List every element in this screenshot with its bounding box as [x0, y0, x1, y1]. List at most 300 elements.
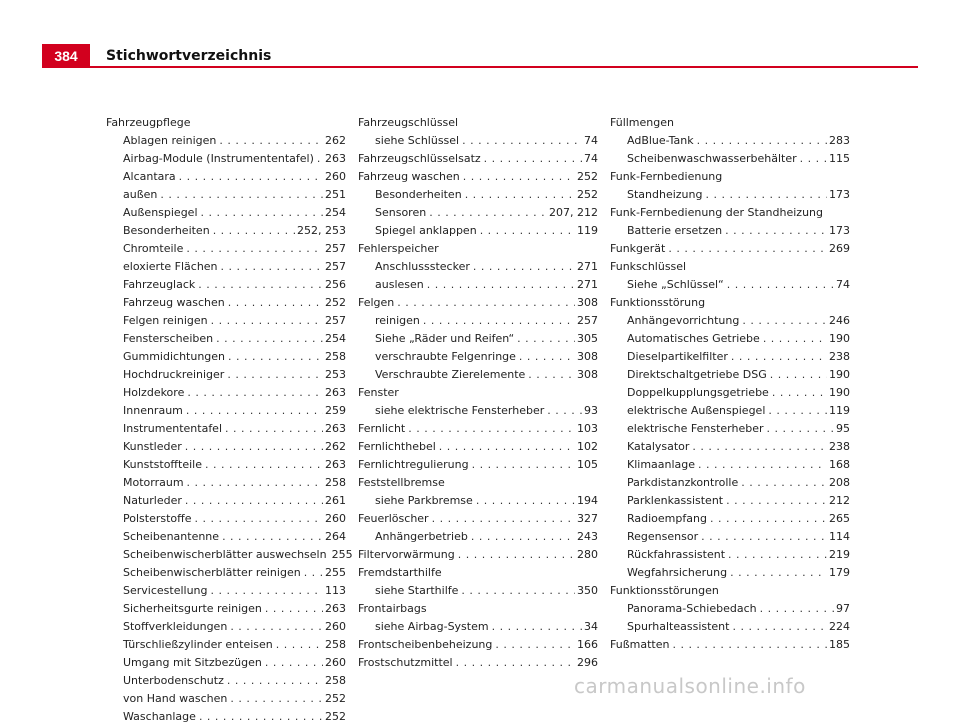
entry-page: 252: [577, 170, 598, 183]
entry-term: Besonderheiten: [375, 188, 462, 201]
leader-dots: [458, 546, 575, 564]
leader-dots: [265, 654, 323, 672]
entry-term: Anhängevorrichtung: [627, 314, 740, 327]
index-subentry: [610, 456, 850, 474]
index-subentry: [106, 222, 346, 240]
entry-term: Siehe „Schlüssel“: [627, 278, 724, 291]
entry-page: 283: [829, 134, 850, 147]
entry-term: verschraubte Felgenringe: [375, 350, 516, 363]
entry-term: Felgen reinigen: [123, 314, 208, 327]
entry-page: 190: [829, 368, 850, 381]
index-subentry: [106, 618, 346, 636]
index-subentry: [106, 420, 346, 438]
entry-term: Gummidichtungen: [123, 350, 226, 363]
entry-term: Verschraubte Zierelemente: [375, 368, 526, 381]
leader-dots: [495, 636, 575, 654]
entry-term: Umgang mit Sitzbezügen: [123, 656, 262, 669]
leader-dots: [265, 600, 323, 618]
entry-page: 259: [325, 404, 346, 417]
entry-page: 263: [325, 422, 346, 435]
index-subentry: [106, 474, 346, 492]
leader-dots: [230, 618, 323, 636]
entry-page: 263: [325, 458, 346, 471]
entry-page: 262: [325, 134, 346, 147]
index-subentry: [106, 348, 346, 366]
entry-page: 251: [325, 188, 346, 201]
entry-term: Frontscheibenbeheizung: [358, 638, 493, 651]
leader-dots: [800, 150, 827, 168]
entry-term: Fenster: [358, 386, 399, 399]
entry-term: Fensterscheiben: [123, 332, 214, 345]
entry-term: elektrische Fensterheber: [627, 422, 764, 435]
index-subentry: [610, 546, 850, 564]
leader-dots: [213, 222, 295, 240]
index-subentry: [106, 258, 346, 276]
leader-dots: [456, 654, 575, 672]
header-divider: [42, 66, 918, 68]
leader-dots: [517, 330, 575, 348]
entry-page: 263: [325, 602, 346, 615]
entry-page: 166: [577, 638, 598, 651]
index-subentry: [358, 186, 598, 204]
entry-term: Funktionsstörungen: [610, 584, 719, 597]
entry-page: 280: [577, 548, 598, 561]
entry-term: Katalysator: [627, 440, 690, 453]
leader-dots: [222, 528, 323, 546]
index-entry: [610, 582, 850, 600]
entry-term: Anhängerbetrieb: [375, 530, 468, 543]
index-subentry: [106, 456, 346, 474]
index-subentry: [610, 510, 850, 528]
entry-term: siehe Parkbremse: [375, 494, 473, 507]
leader-dots: [225, 420, 323, 438]
index-subentry: [106, 294, 346, 312]
entry-term: Spurhalteassistent: [627, 620, 730, 633]
index-subentry: [610, 564, 850, 582]
entry-term: siehe Starthilfe: [375, 584, 459, 597]
entry-page: 74: [584, 134, 598, 147]
index-entry: [358, 600, 598, 618]
entry-page: 350: [577, 584, 598, 597]
leader-dots: [728, 546, 827, 564]
entry-term: Funktionsstörung: [610, 296, 706, 309]
entry-term: Fehlerspeicher: [358, 242, 439, 255]
entry-term: Frostschutzmittel: [358, 656, 453, 669]
entry-term: Feuerlöscher: [358, 512, 429, 525]
index-subentry: [610, 276, 850, 294]
entry-term: Funkschlüssel: [610, 260, 687, 273]
index-entry: [358, 438, 598, 456]
index-subentry: [358, 132, 598, 150]
entry-page: 305: [577, 332, 598, 345]
index-subentry: [610, 474, 850, 492]
index-subentry: [106, 330, 346, 348]
entry-page: 269: [829, 242, 850, 255]
watermark: carmanualsonline.info: [574, 674, 806, 698]
leader-dots: [205, 456, 323, 474]
entry-term: Fahrzeug waschen: [123, 296, 225, 309]
entry-term: Unterbodenschutz: [123, 674, 224, 687]
entry-page: 258: [325, 638, 346, 651]
entry-term: Instrumententafel: [123, 422, 223, 435]
entry-page: 252: [325, 296, 346, 309]
entry-term: elektrische Außenspiegel: [627, 404, 766, 417]
index-subentry: [106, 582, 346, 600]
leader-dots: [186, 402, 323, 420]
entry-term: Hochdruckreiniger: [123, 368, 225, 381]
entry-term: Kunstleder: [123, 440, 182, 453]
leader-dots: [187, 474, 323, 492]
entry-term: Polsterstoffe: [123, 512, 192, 525]
index-subentry: [358, 582, 598, 600]
entry-page: 260: [325, 656, 346, 669]
entry-term: Airbag-Module (Instrumententafel): [123, 152, 314, 165]
entry-page: 97: [836, 602, 850, 615]
leader-dots: [219, 132, 323, 150]
entry-term: AdBlue-Tank: [627, 134, 694, 147]
index-entry: [358, 150, 598, 168]
index-entry: [358, 510, 598, 528]
index-subentry: [358, 258, 598, 276]
leader-dots: [194, 510, 323, 528]
index-entry: [358, 636, 598, 654]
leader-dots: [228, 348, 323, 366]
index-subentry: [358, 348, 598, 366]
entry-page: 261: [325, 494, 346, 507]
entry-term: Wegfahrsicherung: [627, 566, 728, 579]
leader-dots: [462, 132, 582, 150]
leader-dots: [187, 384, 323, 402]
leader-dots: [227, 672, 323, 690]
leader-dots: [732, 618, 827, 636]
leader-dots: [397, 294, 575, 312]
index-entry: [610, 294, 850, 312]
entry-page: 238: [829, 440, 850, 453]
index-subentry: [106, 132, 346, 150]
leader-dots: [770, 366, 827, 384]
index-entry: [358, 654, 598, 672]
index-subentry: [610, 330, 850, 348]
entry-term: Waschanlage: [123, 710, 196, 723]
entry-term: Scheibenwaschwasserbehälter: [627, 152, 797, 165]
entry-page: 257: [325, 314, 346, 327]
entry-page: 173: [829, 188, 850, 201]
leader-dots: [698, 456, 827, 474]
entry-page: 254: [325, 332, 346, 345]
index-entry: [610, 258, 850, 276]
leader-dots: [727, 276, 834, 294]
index-subentry: [106, 366, 346, 384]
leader-dots: [461, 582, 575, 600]
index-entry: [358, 114, 598, 132]
index-subentry: [610, 150, 850, 168]
index-entry: [610, 636, 850, 654]
index-subentry: [106, 276, 346, 294]
leader-dots: [668, 240, 827, 258]
leader-dots: [547, 402, 582, 420]
index-subentry: [358, 366, 598, 384]
index-subentry: [106, 600, 346, 618]
entry-page: 255: [325, 566, 346, 579]
index-subentry: [610, 348, 850, 366]
leader-dots: [408, 420, 575, 438]
entry-term: Fernlicht: [358, 422, 406, 435]
entry-page: 190: [829, 386, 850, 399]
entry-term: Kunststoffteile: [123, 458, 202, 471]
index-entry: [358, 420, 598, 438]
entry-term: Direktschaltgetriebe DSG: [627, 368, 767, 381]
entry-term: Besonderheiten: [123, 224, 210, 237]
entry-page: 219: [829, 548, 850, 561]
entry-page: 212: [829, 494, 850, 507]
entry-term: Fremdstarthilfe: [358, 566, 442, 579]
index-subentry: [106, 402, 346, 420]
entry-page: 74: [836, 278, 850, 291]
entry-term: Sicherheitsgurte reinigen: [123, 602, 262, 615]
index-subentry: [610, 402, 850, 420]
entry-term: Frontairbags: [358, 602, 427, 615]
entry-page: 255: [331, 548, 353, 561]
leader-dots: [423, 312, 575, 330]
leader-dots: [186, 240, 323, 258]
entry-page: 173: [829, 224, 850, 237]
index-column-3: [610, 114, 850, 654]
entry-page: 256: [325, 278, 346, 291]
entry-term: Fahrzeugschlüssel: [358, 116, 459, 129]
leader-dots: [768, 402, 827, 420]
entry-term: Anschlussstecker: [375, 260, 470, 273]
leader-dots: [429, 204, 547, 222]
entry-page: 238: [829, 350, 850, 363]
entry-page: 224: [829, 620, 850, 633]
leader-dots: [772, 384, 827, 402]
leader-dots: [472, 456, 575, 474]
entry-page: 308: [577, 350, 598, 363]
entry-page: 95: [836, 422, 850, 435]
leader-dots: [706, 186, 828, 204]
entry-page: 257: [577, 314, 598, 327]
index-subentry: [106, 438, 346, 456]
index-subentry: [106, 240, 346, 258]
entry-page: 74: [584, 152, 598, 165]
entry-term: Feststellbremse: [358, 476, 445, 489]
entry-term: auslesen: [375, 278, 424, 291]
leader-dots: [731, 348, 827, 366]
leader-dots: [767, 420, 835, 438]
leader-dots: [199, 708, 323, 726]
entry-page: 260: [325, 170, 346, 183]
leader-dots: [480, 222, 575, 240]
index-entry: [610, 240, 850, 258]
entry-page: 34: [584, 620, 598, 633]
index-subentry: [106, 150, 346, 168]
leader-dots: [276, 636, 323, 654]
leader-dots: [710, 510, 827, 528]
index-subentry: [106, 492, 346, 510]
leader-dots: [221, 258, 323, 276]
page-number: 384: [42, 44, 90, 68]
leader-dots: [476, 492, 575, 510]
leader-dots: [473, 258, 575, 276]
leader-dots: [730, 564, 827, 582]
entry-term: Scheibenantenne: [123, 530, 220, 543]
entry-term: Chromteile: [123, 242, 184, 255]
index-entry: [358, 294, 598, 312]
entry-page: 260: [325, 512, 346, 525]
leader-dots: [692, 438, 827, 456]
entry-term: siehe elektrische Fensterheber: [375, 404, 545, 417]
entry-page: 254: [325, 206, 346, 219]
entry-page: 263: [325, 386, 346, 399]
entry-term: Scheibenwischerblätter reinigen: [123, 566, 301, 579]
leader-dots: [484, 150, 582, 168]
index-subentry: [106, 168, 346, 186]
entry-term: Spiegel anklappen: [375, 224, 477, 237]
index-entry: [610, 168, 850, 186]
entry-term: Sensoren: [375, 206, 427, 219]
index-subentry: [358, 528, 598, 546]
index-subentry: [610, 366, 850, 384]
entry-page: 257: [325, 242, 346, 255]
entry-term: Fahrzeugschlüsselsatz: [358, 152, 481, 165]
entry-term: Funk-Fernbedienung: [610, 170, 723, 183]
leader-dots: [672, 636, 827, 654]
index-subentry: [610, 132, 850, 150]
leader-dots: [763, 330, 827, 348]
index-subentry: [106, 510, 346, 528]
entry-term: Klimaanlage: [627, 458, 696, 471]
entry-term: Ablagen reinigen: [123, 134, 217, 147]
index-subentry: [106, 690, 346, 708]
entry-page: 260: [325, 620, 346, 633]
entry-term: Felgen: [358, 296, 395, 309]
entry-term: Türschließzylinder enteisen: [123, 638, 273, 651]
entry-term: siehe Schlüssel: [375, 134, 460, 147]
index-subentry: [610, 384, 850, 402]
entry-page: 252: [325, 710, 346, 723]
entry-term: Fahrzeugpflege: [106, 116, 191, 129]
index-subentry: [358, 276, 598, 294]
entry-term: Parkdistanzkontrolle: [627, 476, 739, 489]
entry-term: Rückfahrassistent: [627, 548, 726, 561]
entry-page: 327: [577, 512, 598, 525]
leader-dots: [211, 312, 323, 330]
entry-page: 253: [325, 368, 346, 381]
index-subentry: [610, 312, 850, 330]
entry-term: Panorama-Schiebedach: [627, 602, 757, 615]
leader-dots: [742, 312, 827, 330]
entry-term: Servicestellung: [123, 584, 208, 597]
index-entry: [610, 114, 850, 132]
entry-page: 119: [829, 404, 850, 417]
index-subentry: [610, 186, 850, 204]
index-entry: [358, 546, 598, 564]
page-title: Stichwortverzeichnis: [106, 48, 272, 64]
leader-dots: [465, 186, 575, 204]
index-column-1: [106, 114, 353, 726]
leader-dots: [463, 168, 575, 186]
index-subentry: [106, 204, 346, 222]
leader-dots: [228, 294, 323, 312]
index-subentry: [106, 636, 346, 654]
entry-page: 296: [577, 656, 598, 669]
entry-page: 252: [577, 188, 598, 201]
entry-page: 271: [577, 278, 598, 291]
leader-dots: [185, 438, 323, 456]
index-subentry: [106, 528, 346, 546]
entry-term: Scheibenwischerblätter auswechseln: [123, 548, 327, 561]
index-entry: [358, 168, 598, 186]
leader-dots: [211, 582, 323, 600]
entry-term: Funk-Fernbedienung der Standheizung: [610, 206, 824, 219]
index-subentry: [106, 546, 353, 564]
entry-page: 308: [577, 296, 598, 309]
entry-page: 105: [577, 458, 598, 471]
entry-page: 114: [829, 530, 850, 543]
entry-page: 115: [829, 152, 850, 165]
entry-term: Holzdekore: [123, 386, 185, 399]
leader-dots: [432, 510, 575, 528]
index-subentry: [358, 222, 598, 240]
entry-term: Naturleder: [123, 494, 182, 507]
entry-term: Fernlichthebel: [358, 440, 436, 453]
index-subentry: [610, 420, 850, 438]
index-subentry: [358, 618, 598, 636]
entry-page: 93: [584, 404, 598, 417]
entry-term: Doppelkupplungsgetriebe: [627, 386, 769, 399]
leader-dots: [726, 492, 827, 510]
entry-term: von Hand waschen: [123, 692, 228, 705]
entry-page: 252: [325, 692, 346, 705]
leader-dots: [304, 564, 323, 582]
entry-term: Automatisches Getriebe: [627, 332, 760, 345]
entry-term: Alcantara: [123, 170, 176, 183]
index-subentry: [106, 654, 346, 672]
leader-dots: [185, 492, 323, 510]
entry-term: Parklenkassistent: [627, 494, 724, 507]
leader-dots: [230, 690, 323, 708]
entry-page: 194: [577, 494, 598, 507]
index-subentry: [358, 330, 598, 348]
index-subentry: [610, 600, 850, 618]
leader-dots: [528, 366, 575, 384]
entry-page: 264: [325, 530, 346, 543]
entry-page: 190: [829, 332, 850, 345]
entry-page: 168: [829, 458, 850, 471]
index-subentry: [106, 672, 346, 690]
entry-term: Motorraum: [123, 476, 184, 489]
entry-term: Stoffverkleidungen: [123, 620, 228, 633]
leader-dots: [701, 528, 827, 546]
index-subentry: [610, 528, 850, 546]
entry-term: Regensensor: [627, 530, 699, 543]
index-subentry: [358, 402, 598, 420]
index-column-2: [358, 114, 598, 672]
entry-page: 257: [325, 260, 346, 273]
index-subentry: [106, 186, 346, 204]
entry-term: Funkgerät: [610, 242, 666, 255]
entry-page: 246: [829, 314, 850, 327]
entry-term: Filtervorwärmung: [358, 548, 455, 561]
entry-term: Standheizung: [627, 188, 703, 201]
leader-dots: [519, 348, 575, 366]
entry-term: Fahrzeug waschen: [358, 170, 460, 183]
entry-term: eloxierte Flächen: [123, 260, 218, 273]
index-subentry: [358, 312, 598, 330]
leader-dots: [427, 276, 575, 294]
entry-page: 252, 253: [297, 224, 346, 237]
entry-page: 271: [577, 260, 598, 273]
